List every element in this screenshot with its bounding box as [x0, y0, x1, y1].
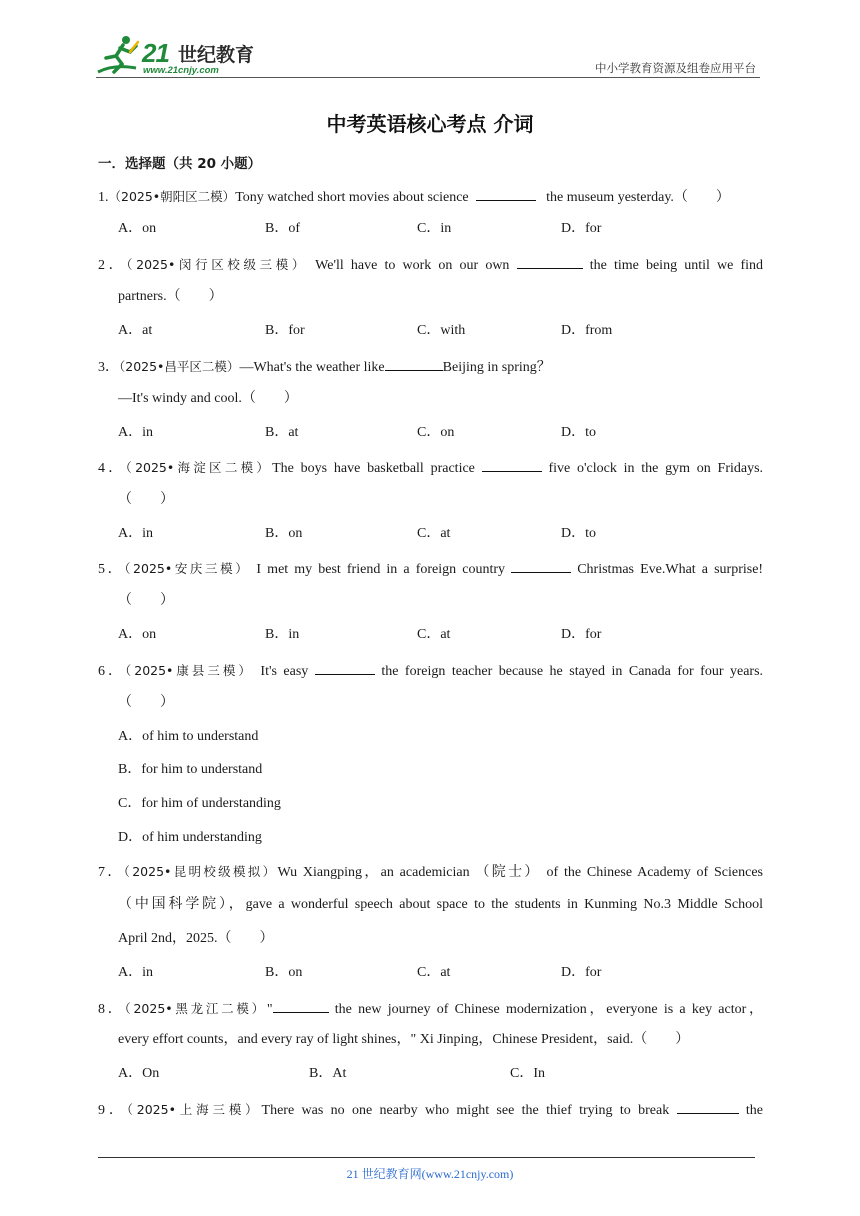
- logo-url: www.21cnjy.com: [143, 65, 219, 76]
- question-text: the new journey of Chinese modernization，everyone is a key actor，: [334, 1002, 764, 1017]
- option-c: C．at: [417, 526, 451, 541]
- question-text: I met my best friend in a foreign country: [256, 562, 505, 577]
- question-source: （2025•黑龙江二模）: [124, 1001, 267, 1016]
- answer-blank: [385, 356, 443, 371]
- runner-logo-icon: [96, 34, 142, 78]
- question-source: （2025•朝阳区二模）: [108, 189, 236, 204]
- logo-text: 世纪教育: [178, 44, 255, 66]
- question-text: We'll have to work on our own: [315, 258, 510, 273]
- answer-blank: [482, 457, 542, 472]
- question-source: （2025•康县三模）: [125, 663, 254, 678]
- option-c: C．on: [417, 425, 455, 440]
- question-source: （2025•闵行区校级三模）: [126, 257, 309, 272]
- option-c: C．in: [417, 221, 452, 236]
- option-a: A．on: [118, 221, 157, 236]
- question-text: partners.（ ）: [118, 289, 223, 304]
- question-text: every effort counts，and every ray of light shines，" Xi Jinping，Chinese President，said.（ ）: [118, 1032, 690, 1047]
- option-c: C．at: [417, 627, 451, 642]
- question-text: Wu Xiangping，an academician （院士） of the Chinese Academy of Sciences: [277, 865, 763, 880]
- option-b: B．at: [265, 425, 299, 440]
- question-number: 4．: [98, 461, 126, 476]
- question-number: 6．: [98, 664, 125, 679]
- option-a: A．in: [118, 965, 153, 980]
- footer-divider: [98, 1157, 755, 1158]
- page-title: 中考英语核心考点 介词: [326, 112, 534, 136]
- question-3: [98, 356, 763, 377]
- question-text: The boys have basketball practice: [272, 461, 475, 476]
- option-d: D．to: [561, 526, 596, 541]
- option-c: C．with: [417, 323, 466, 338]
- question-text: five o'clock in the gym on Fridays.: [548, 461, 764, 476]
- question-4: [98, 457, 763, 478]
- question-8: [98, 998, 763, 1019]
- question-text: the foreign teacher because he stayed in Canada for four years.: [381, 664, 764, 679]
- question-text: It's easy: [260, 664, 309, 679]
- option-b: B．on: [265, 526, 303, 541]
- question-number: 9．: [98, 1103, 127, 1118]
- question-5: [98, 558, 763, 579]
- option-d: D．for: [561, 965, 602, 980]
- question-2: [98, 254, 763, 275]
- option-d: D．for: [561, 627, 602, 642]
- answer-blank: [315, 660, 375, 675]
- question-7: [98, 863, 763, 882]
- option-b: B．in: [265, 627, 300, 642]
- header-divider: [96, 77, 760, 78]
- question-text: Beijing in spring？: [442, 360, 551, 375]
- option-a: A．of him to understand: [118, 729, 259, 744]
- question-text: （ ）: [118, 593, 174, 608]
- answer-blank: [677, 1099, 739, 1114]
- question-number: 7．: [98, 865, 124, 880]
- question-text: There was no one nearby who might see the thief trying to break: [261, 1103, 670, 1118]
- option-b: B．for: [265, 323, 305, 338]
- option-a: A．at: [118, 323, 153, 338]
- answer-blank: [476, 186, 536, 201]
- question-number: 3．: [98, 360, 119, 375]
- answer-blank: [517, 254, 583, 269]
- option-b: B．on: [265, 965, 303, 980]
- answer-blank: [511, 558, 571, 573]
- question-text: April 2nd，2025.（ ）: [118, 931, 274, 946]
- option-b: B．for him to understand: [118, 762, 263, 777]
- option-a: A．on: [118, 627, 157, 642]
- option-b: B．At: [309, 1066, 347, 1081]
- option-d: D．to: [561, 425, 596, 440]
- question-6: [98, 660, 763, 681]
- option-d: D．of him understanding: [118, 830, 262, 845]
- option-b: B．of: [265, 221, 300, 236]
- question-text: the time being until we find: [589, 258, 764, 273]
- question-text: —It's windy and cool.（ ）: [118, 391, 298, 406]
- question-source: （2025•海淀区二模）: [125, 460, 273, 475]
- footer-link[interactable]: 21 世纪教育网(www.21cnjy.com): [346, 1167, 514, 1181]
- question-text: Tony watched short movies about science: [235, 190, 469, 205]
- question-number: 2．: [98, 258, 127, 273]
- option-a: A．On: [118, 1066, 160, 1081]
- option-c: C．In: [510, 1066, 545, 1081]
- section-heading: 一．选择题（共 20 小题）: [98, 156, 262, 172]
- question-source: （2025•安庆三模）: [124, 561, 251, 576]
- option-a: A．in: [118, 425, 153, 440]
- option-d: D．from: [561, 323, 613, 338]
- question-number: 1.: [98, 190, 109, 205]
- question-1: [98, 186, 763, 207]
- site-logo[interactable]: [96, 34, 266, 78]
- option-c: C．at: [417, 965, 451, 980]
- question-9: [98, 1099, 763, 1120]
- question-number: 5．: [98, 562, 125, 577]
- question-source: （2025•上海三模）: [126, 1102, 262, 1117]
- question-text: Christmas Eve.What a surprise!: [577, 562, 764, 577]
- page-header: [96, 34, 760, 78]
- question-text: （中国科学院），gave a wonderful speech about space to the students in Kunming No.3 Middle School: [118, 897, 763, 912]
- logo-number: 21: [142, 38, 169, 68]
- answer-blank: [273, 998, 329, 1013]
- question-text: the: [745, 1103, 763, 1118]
- question-text: —What's the weather like: [239, 360, 385, 375]
- question-source: （2025•昆明校级模拟）: [123, 864, 278, 879]
- question-text: ": [266, 1002, 273, 1017]
- question-text: the museum yesterday.（ ）: [546, 190, 730, 205]
- option-a: A．in: [118, 526, 153, 541]
- platform-tagline: 中小学教育资源及组卷应用平台: [595, 61, 756, 75]
- option-d: D．for: [561, 221, 602, 236]
- option-c: C．for him of understanding: [118, 796, 281, 811]
- question-number: 8．: [98, 1002, 125, 1017]
- question-source: （2025•昌平区二模）: [119, 359, 240, 374]
- question-text: （ ）: [118, 492, 174, 507]
- question-text: （ ）: [118, 695, 174, 710]
